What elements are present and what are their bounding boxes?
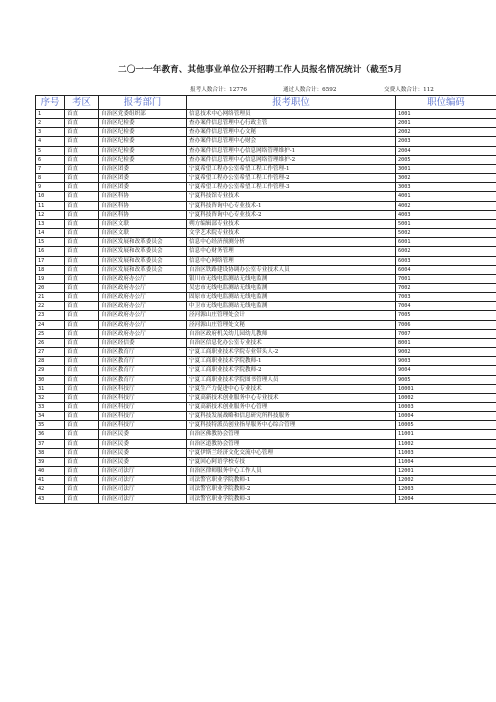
row-index: 17 bbox=[36, 256, 65, 265]
row-department: 自治区纪检委 bbox=[99, 119, 187, 128]
row-position: 宁夏希望工程办公室希望工程工作管理-3 bbox=[187, 183, 396, 192]
row-position: 自治区政府机关幼儿园幼儿教师 bbox=[187, 329, 396, 338]
row-position: 宁夏回心阿语学校专技 bbox=[187, 457, 396, 466]
row-department: 自治区纪检委 bbox=[99, 128, 187, 137]
row-index: 9 bbox=[36, 183, 65, 192]
row-code: 11004 bbox=[396, 457, 496, 466]
row-department: 自治区司法厅 bbox=[99, 494, 187, 503]
row-department: 自治区民委 bbox=[99, 448, 187, 457]
table-row bbox=[36, 311, 496, 320]
row-department: 自治区民委 bbox=[99, 430, 187, 439]
row-position: 信息中心经济预测分析 bbox=[187, 238, 396, 247]
table-row bbox=[36, 494, 496, 503]
row-district: 首直 bbox=[65, 283, 99, 292]
row-district: 首直 bbox=[65, 494, 99, 503]
row-department: 自治区科技厅 bbox=[99, 412, 187, 421]
row-department: 自治区民委 bbox=[99, 439, 187, 448]
row-position: 宁夏伊斯兰经济文化交流中心管理 bbox=[187, 448, 396, 457]
row-department: 自治区科技厅 bbox=[99, 421, 187, 430]
row-position: 自治区信息化办公室专业技术 bbox=[187, 338, 396, 347]
row-index: 33 bbox=[36, 403, 65, 412]
row-position: 自治区铁路建设协调办公室专业技术人员 bbox=[187, 265, 396, 274]
row-district: 首直 bbox=[65, 192, 99, 201]
row-index: 2 bbox=[36, 119, 65, 128]
row-position: 查办案件信息管理中心行政主管 bbox=[187, 119, 396, 128]
row-department: 自治区纪检委 bbox=[99, 146, 187, 155]
row-district: 首直 bbox=[65, 110, 99, 119]
row-index: 6 bbox=[36, 155, 65, 164]
row-department: 自治区科技厅 bbox=[99, 403, 187, 412]
row-position: 泾河源山庄管理处会计 bbox=[187, 311, 396, 320]
row-code: 6002 bbox=[396, 247, 496, 256]
header-row bbox=[36, 96, 496, 110]
row-department: 自治区经信委 bbox=[99, 338, 187, 347]
row-position: 自治区道教协会管理 bbox=[187, 439, 396, 448]
row-position: 固原市无线电监测站无线电监测 bbox=[187, 293, 396, 302]
row-index: 23 bbox=[36, 311, 65, 320]
table-row bbox=[36, 219, 496, 228]
table-row bbox=[36, 128, 496, 137]
table-row bbox=[36, 302, 496, 311]
row-department: 自治区科技厅 bbox=[99, 384, 187, 393]
row-department: 自治区党委组织部 bbox=[99, 110, 187, 119]
row-index: 12 bbox=[36, 210, 65, 219]
row-index: 43 bbox=[36, 494, 65, 503]
row-index: 32 bbox=[36, 393, 65, 402]
table-row bbox=[36, 192, 496, 201]
row-code: 3001 bbox=[396, 164, 496, 173]
row-district: 首直 bbox=[65, 320, 99, 329]
table-row bbox=[36, 412, 496, 421]
row-code: 4002 bbox=[396, 201, 496, 210]
row-district: 首直 bbox=[65, 274, 99, 283]
row-department: 自治区司法厅 bbox=[99, 485, 187, 494]
row-district: 首直 bbox=[65, 467, 99, 476]
table-row bbox=[36, 448, 496, 457]
passed-total: 通过人数合计：6592 bbox=[283, 87, 337, 93]
row-position: 查办案件信息管理中心信息网络管理维护-2 bbox=[187, 155, 396, 164]
table-row bbox=[36, 338, 496, 347]
row-district: 首直 bbox=[65, 210, 99, 219]
table-row bbox=[36, 403, 496, 412]
row-code: 12002 bbox=[396, 476, 496, 485]
row-code: 7003 bbox=[396, 293, 496, 302]
table-row bbox=[36, 174, 496, 183]
row-index: 5 bbox=[36, 146, 65, 155]
row-code: 11002 bbox=[396, 439, 496, 448]
table-row bbox=[36, 210, 496, 219]
row-position: 宁夏工商职业技术学院教师-2 bbox=[187, 366, 396, 375]
table-row bbox=[36, 375, 496, 384]
col-header-index: 序号 bbox=[36, 96, 65, 110]
row-position: 查办案件信息管理中心信息网络管理维护-1 bbox=[187, 146, 396, 155]
table-row bbox=[36, 247, 496, 256]
row-position: 自治区律师服务中心工作人员 bbox=[187, 467, 396, 476]
col-header-district: 考区 bbox=[65, 96, 99, 110]
row-district: 首直 bbox=[65, 375, 99, 384]
row-index: 10 bbox=[36, 192, 65, 201]
row-code: 8001 bbox=[396, 338, 496, 347]
row-department: 自治区政府办公厅 bbox=[99, 320, 187, 329]
row-position: 信息中心网络管理 bbox=[187, 256, 396, 265]
row-code: 9002 bbox=[396, 348, 496, 357]
row-district: 首直 bbox=[65, 384, 99, 393]
row-department: 自治区纪检委 bbox=[99, 137, 187, 146]
row-position: 宁夏科技咨询中心专业技术-2 bbox=[187, 210, 396, 219]
row-code: 7005 bbox=[396, 311, 496, 320]
row-department: 自治区教育厅 bbox=[99, 357, 187, 366]
col-header-position: 报考职位 bbox=[187, 96, 396, 110]
row-index: 42 bbox=[36, 485, 65, 494]
row-position: 信息技术中心网络管理员 bbox=[187, 110, 396, 119]
row-code: 4003 bbox=[396, 210, 496, 219]
row-district: 首直 bbox=[65, 256, 99, 265]
row-index: 27 bbox=[36, 348, 65, 357]
row-department: 自治区文联 bbox=[99, 219, 187, 228]
row-department: 自治区科技厅 bbox=[99, 393, 187, 402]
row-district: 首直 bbox=[65, 393, 99, 402]
row-position: 宁夏希望工程办公室希望工程工作管理-2 bbox=[187, 174, 396, 183]
row-department: 自治区政府办公厅 bbox=[99, 311, 187, 320]
row-district: 首直 bbox=[65, 302, 99, 311]
row-code: 2001 bbox=[396, 119, 496, 128]
row-district: 首直 bbox=[65, 329, 99, 338]
row-index: 26 bbox=[36, 338, 65, 347]
row-district: 首直 bbox=[65, 338, 99, 347]
table-row bbox=[36, 155, 496, 164]
row-code: 9003 bbox=[396, 357, 496, 366]
row-district: 首直 bbox=[65, 457, 99, 466]
row-code: 3002 bbox=[396, 174, 496, 183]
row-district: 首直 bbox=[65, 421, 99, 430]
row-department: 自治区教育厅 bbox=[99, 366, 187, 375]
row-district: 首直 bbox=[65, 247, 99, 256]
row-code: 10005 bbox=[396, 421, 496, 430]
row-position: 自治区佛教协会管理 bbox=[187, 430, 396, 439]
row-code: 9005 bbox=[396, 375, 496, 384]
row-district: 首直 bbox=[65, 366, 99, 375]
row-code: 12001 bbox=[396, 467, 496, 476]
table-row bbox=[36, 329, 496, 338]
table-row bbox=[36, 265, 496, 274]
row-district: 首直 bbox=[65, 238, 99, 247]
row-code: 2004 bbox=[396, 146, 496, 155]
row-position: 宁夏科技特派员创业指导服务中心综合管理 bbox=[187, 421, 396, 430]
row-index: 36 bbox=[36, 430, 65, 439]
row-department: 自治区科协 bbox=[99, 192, 187, 201]
table-row bbox=[36, 164, 496, 173]
row-code: 6001 bbox=[396, 238, 496, 247]
row-department: 自治区科协 bbox=[99, 201, 187, 210]
row-position: 宁夏希望工程办公室希望工程工作管理-1 bbox=[187, 164, 396, 173]
row-position: 宁夏科技馆专业技术 bbox=[187, 192, 396, 201]
row-department: 自治区发展和改革委员会 bbox=[99, 256, 187, 265]
col-header-department: 报考部门 bbox=[99, 96, 187, 110]
row-department: 自治区政府办公厅 bbox=[99, 302, 187, 311]
row-index: 3 bbox=[36, 128, 65, 137]
row-index: 20 bbox=[36, 283, 65, 292]
row-district: 首直 bbox=[65, 128, 99, 137]
row-index: 37 bbox=[36, 439, 65, 448]
row-index: 30 bbox=[36, 375, 65, 384]
row-code: 3003 bbox=[396, 183, 496, 192]
table-row bbox=[36, 283, 496, 292]
row-position: 司法警官职业学院教师-1 bbox=[187, 476, 396, 485]
table-row bbox=[36, 485, 496, 494]
row-position: 朔方编辑部专业技术 bbox=[187, 219, 396, 228]
row-position: 吴忠市无线电监测站无线电监测 bbox=[187, 283, 396, 292]
row-position: 宁夏科技发展战略和信息研究所科技服务 bbox=[187, 412, 396, 421]
row-index: 38 bbox=[36, 448, 65, 457]
row-index: 16 bbox=[36, 247, 65, 256]
row-code: 7001 bbox=[396, 274, 496, 283]
row-district: 首直 bbox=[65, 476, 99, 485]
table-row bbox=[36, 457, 496, 466]
row-department: 自治区团委 bbox=[99, 164, 187, 173]
col-header-code: 职位编码 bbox=[396, 96, 496, 110]
table-row bbox=[36, 430, 496, 439]
row-district: 首直 bbox=[65, 219, 99, 228]
row-position: 文学艺术院专业技术 bbox=[187, 229, 396, 238]
row-district: 首直 bbox=[65, 357, 99, 366]
paid-total: 交费人数合计：112 bbox=[384, 87, 434, 93]
row-code: 2003 bbox=[396, 137, 496, 146]
row-department: 自治区发展和改革委员会 bbox=[99, 238, 187, 247]
row-district: 首直 bbox=[65, 448, 99, 457]
report-title: 二〇一一年教育、其他事业单位公开招聘工作人员报名情况统计（截至5月 bbox=[118, 65, 403, 75]
row-code: 6003 bbox=[396, 256, 496, 265]
row-district: 首直 bbox=[65, 485, 99, 494]
row-department: 自治区团委 bbox=[99, 183, 187, 192]
table-row bbox=[36, 238, 496, 247]
row-code: 10004 bbox=[396, 412, 496, 421]
row-department: 自治区纪检委 bbox=[99, 155, 187, 164]
row-department: 自治区科协 bbox=[99, 210, 187, 219]
row-position: 查办案件信息管理中心财会 bbox=[187, 137, 396, 146]
row-district: 首直 bbox=[65, 439, 99, 448]
row-position: 宁夏科技咨询中心专业技术-1 bbox=[187, 201, 396, 210]
row-index: 14 bbox=[36, 229, 65, 238]
registered-total: 报考人数合计：12776 bbox=[190, 87, 247, 93]
row-district: 首直 bbox=[65, 155, 99, 164]
row-position: 银川市无线电监测站无线电监测 bbox=[187, 274, 396, 283]
row-code: 7007 bbox=[396, 329, 496, 338]
table-row bbox=[36, 421, 496, 430]
row-code: 7002 bbox=[396, 283, 496, 292]
row-position: 宁夏高新技术创业服务中心专业技术 bbox=[187, 393, 396, 402]
row-index: 7 bbox=[36, 164, 65, 173]
row-index: 41 bbox=[36, 476, 65, 485]
table-row bbox=[36, 110, 496, 119]
row-position: 信息中心财务管理 bbox=[187, 247, 396, 256]
table-row bbox=[36, 274, 496, 283]
row-district: 首直 bbox=[65, 183, 99, 192]
row-code: 10003 bbox=[396, 403, 496, 412]
row-department: 自治区教育厅 bbox=[99, 348, 187, 357]
row-district: 首直 bbox=[65, 229, 99, 238]
row-code: 4001 bbox=[396, 192, 496, 201]
table-row bbox=[36, 348, 496, 357]
row-code: 7004 bbox=[396, 302, 496, 311]
table-row bbox=[36, 393, 496, 402]
row-index: 22 bbox=[36, 302, 65, 311]
row-district: 首直 bbox=[65, 412, 99, 421]
registration-table bbox=[35, 95, 496, 504]
row-index: 18 bbox=[36, 265, 65, 274]
row-code: 7006 bbox=[396, 320, 496, 329]
row-position: 宁夏工商职业技术学院专业带头人-2 bbox=[187, 348, 396, 357]
row-department: 自治区发展和改革委员会 bbox=[99, 247, 187, 256]
row-index: 19 bbox=[36, 274, 65, 283]
table-row bbox=[36, 366, 496, 375]
row-district: 首直 bbox=[65, 311, 99, 320]
row-code: 5002 bbox=[396, 229, 496, 238]
table-row bbox=[36, 137, 496, 146]
table-row bbox=[36, 384, 496, 393]
row-department: 自治区司法厅 bbox=[99, 467, 187, 476]
row-code: 10002 bbox=[396, 393, 496, 402]
table-row bbox=[36, 119, 496, 128]
row-district: 首直 bbox=[65, 403, 99, 412]
row-code: 11001 bbox=[396, 430, 496, 439]
row-department: 自治区政府办公厅 bbox=[99, 293, 187, 302]
table-row bbox=[36, 476, 496, 485]
row-code: 12003 bbox=[396, 485, 496, 494]
row-code: 12004 bbox=[396, 494, 496, 503]
table-row bbox=[36, 439, 496, 448]
row-index: 8 bbox=[36, 174, 65, 183]
table-row bbox=[36, 293, 496, 302]
table-row bbox=[36, 320, 496, 329]
row-position: 司法警官职业学院教师-2 bbox=[187, 485, 396, 494]
row-code: 11003 bbox=[396, 448, 496, 457]
row-position: 司法警官职业学院教师-3 bbox=[187, 494, 396, 503]
row-code: 2002 bbox=[396, 128, 496, 137]
row-position: 宁夏生产力促进中心专业技术 bbox=[187, 384, 396, 393]
row-position: 宁夏高新技术创业服务中心管理 bbox=[187, 403, 396, 412]
row-department: 自治区政府办公厅 bbox=[99, 329, 187, 338]
row-index: 31 bbox=[36, 384, 65, 393]
row-department: 自治区团委 bbox=[99, 174, 187, 183]
row-index: 21 bbox=[36, 293, 65, 302]
row-index: 13 bbox=[36, 219, 65, 228]
row-district: 首直 bbox=[65, 164, 99, 173]
row-department: 自治区民委 bbox=[99, 457, 187, 466]
row-index: 35 bbox=[36, 421, 65, 430]
row-index: 39 bbox=[36, 457, 65, 466]
table-row bbox=[36, 229, 496, 238]
row-code: 10001 bbox=[396, 384, 496, 393]
row-department: 自治区教育厅 bbox=[99, 375, 187, 384]
row-code: 2005 bbox=[396, 155, 496, 164]
row-district: 首直 bbox=[65, 293, 99, 302]
row-district: 首直 bbox=[65, 146, 99, 155]
row-department: 自治区文联 bbox=[99, 229, 187, 238]
row-index: 11 bbox=[36, 201, 65, 210]
table-row bbox=[36, 256, 496, 265]
table-row bbox=[36, 146, 496, 155]
table-row bbox=[36, 357, 496, 366]
row-district: 首直 bbox=[65, 137, 99, 146]
row-position: 泾河源山庄管理处文秘 bbox=[187, 320, 396, 329]
row-department: 自治区发展和改革委员会 bbox=[99, 265, 187, 274]
table-row bbox=[36, 467, 496, 476]
row-index: 40 bbox=[36, 467, 65, 476]
row-code: 6004 bbox=[396, 265, 496, 274]
row-position: 中卫市无线电监测站无线电监测 bbox=[187, 302, 396, 311]
row-position: 宁夏工商职业技术学院图书管理人员 bbox=[187, 375, 396, 384]
row-index: 4 bbox=[36, 137, 65, 146]
row-position: 查办案件信息管理中心文秘 bbox=[187, 128, 396, 137]
row-code: 9004 bbox=[396, 366, 496, 375]
row-index: 28 bbox=[36, 357, 65, 366]
row-index: 1 bbox=[36, 110, 65, 119]
row-department: 自治区政府办公厅 bbox=[99, 274, 187, 283]
row-index: 24 bbox=[36, 320, 65, 329]
row-district: 首直 bbox=[65, 201, 99, 210]
row-district: 首直 bbox=[65, 174, 99, 183]
table-row bbox=[36, 183, 496, 192]
row-code: 5001 bbox=[396, 219, 496, 228]
row-district: 首直 bbox=[65, 265, 99, 274]
row-code: 1001 bbox=[396, 110, 496, 119]
row-index: 29 bbox=[36, 366, 65, 375]
row-index: 15 bbox=[36, 238, 65, 247]
row-district: 首直 bbox=[65, 348, 99, 357]
row-department: 自治区司法厅 bbox=[99, 476, 187, 485]
table-row bbox=[36, 201, 496, 210]
row-position: 宁夏工商职业技术学院教师-1 bbox=[187, 357, 396, 366]
row-department: 自治区政府办公厅 bbox=[99, 283, 187, 292]
row-district: 首直 bbox=[65, 430, 99, 439]
row-district: 首直 bbox=[65, 119, 99, 128]
row-index: 25 bbox=[36, 329, 65, 338]
row-index: 34 bbox=[36, 412, 65, 421]
